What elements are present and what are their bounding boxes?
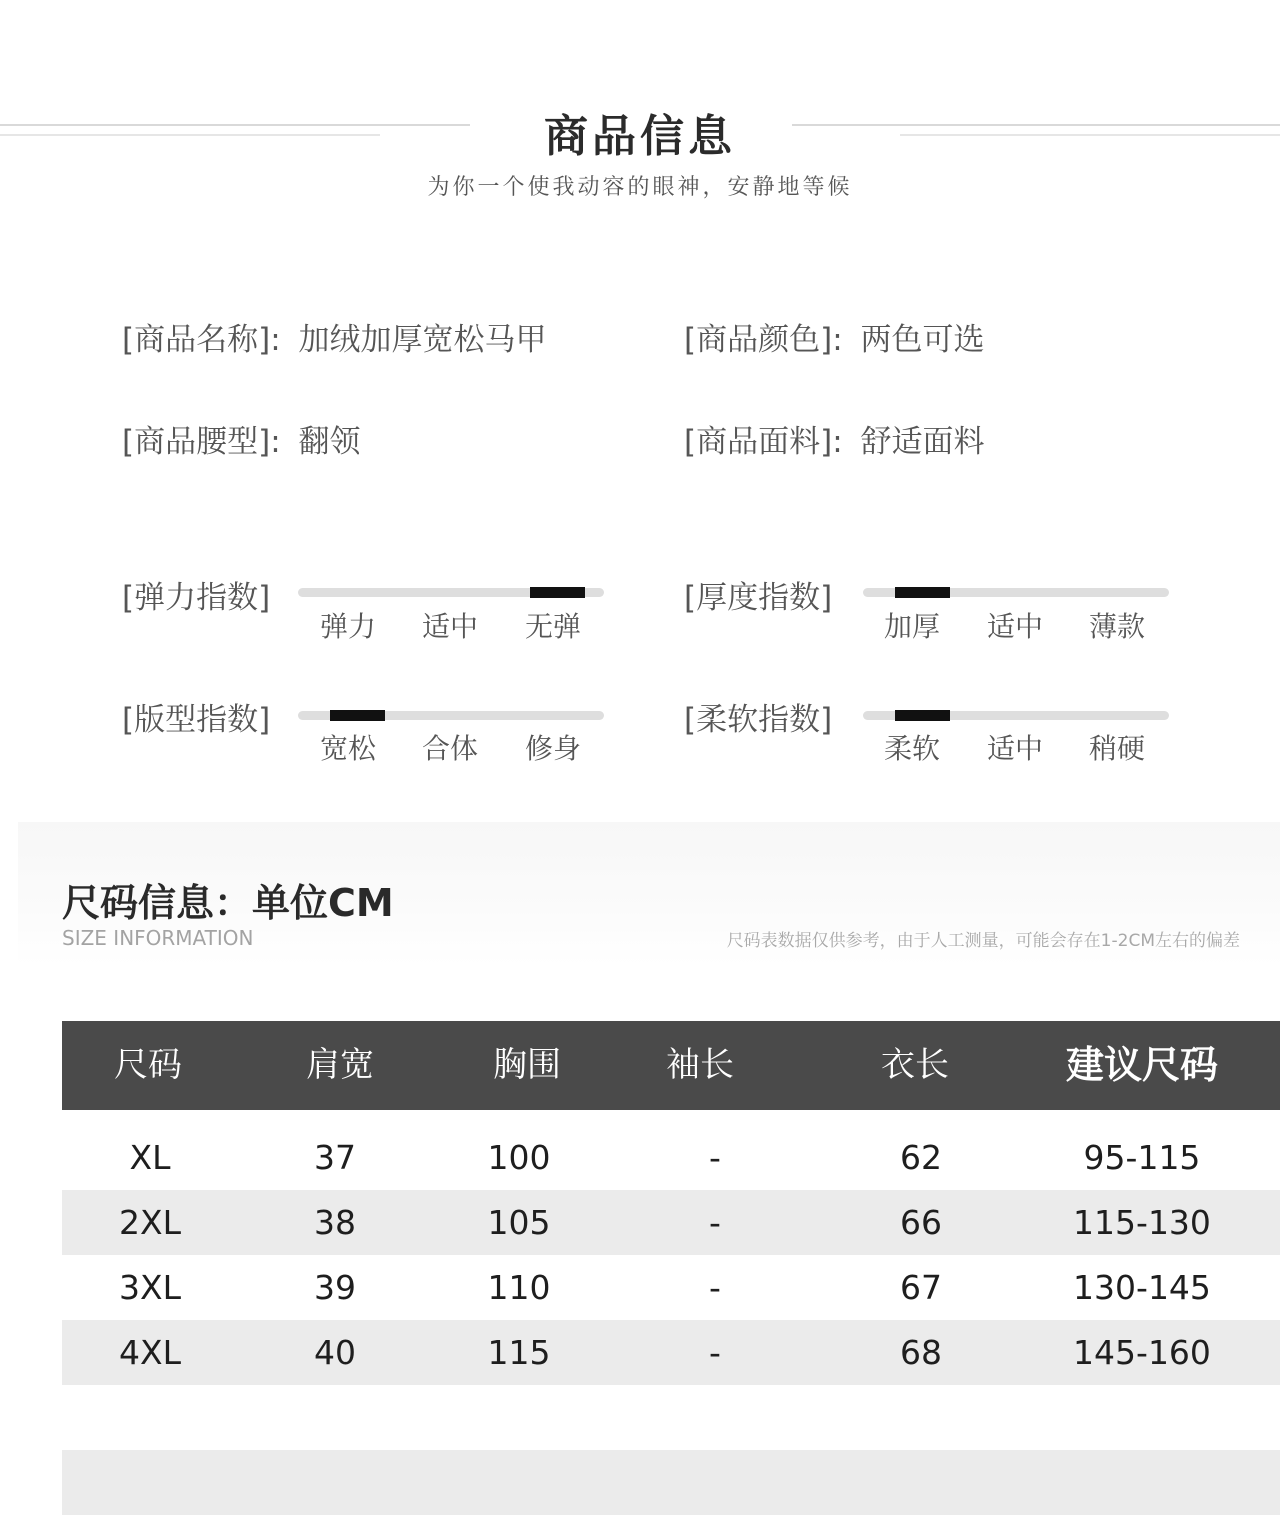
info-fabric-label: [商品面料]: xyxy=(684,424,843,460)
size-table-header-cell: 胸围 xyxy=(493,1045,561,1085)
index-elasticity-option: 无弹 xyxy=(525,610,582,643)
info-waist-label: [商品腰型]: xyxy=(122,424,281,460)
size-table-header-cell: 肩宽 xyxy=(306,1045,374,1085)
table-cell: - xyxy=(709,1138,721,1177)
index-elasticity-label: [弹力指数] xyxy=(122,580,271,616)
index-fit-marker xyxy=(330,710,385,721)
size-table-header xyxy=(62,1021,1280,1110)
table-row xyxy=(62,1320,1280,1385)
table-cell: 39 xyxy=(314,1268,356,1307)
index-thickness-option: 薄款 xyxy=(1089,610,1146,643)
size-subtitle: SIZE INFORMATION xyxy=(62,926,254,950)
table-cell: 67 xyxy=(900,1268,942,1307)
index-fit-option: 修身 xyxy=(525,732,582,765)
info-color-label: [商品颜色]: xyxy=(684,322,843,358)
table-cell: 100 xyxy=(487,1138,551,1177)
table-cell: 115-130 xyxy=(1073,1203,1211,1242)
size-table-header-cell: 袖长 xyxy=(666,1045,734,1085)
table-cell: 37 xyxy=(314,1138,356,1177)
index-elasticity-option: 弹力 xyxy=(320,610,377,643)
table-cell: 110 xyxy=(487,1268,551,1307)
table-cell: 115 xyxy=(487,1333,551,1372)
info-name xyxy=(122,314,547,359)
table-row xyxy=(62,1255,1280,1320)
size-note: 尺码表数据仅供参考，由于人工测量，可能会存在1-2CM左右的偏差 xyxy=(726,931,1240,951)
index-thickness-option: 适中 xyxy=(987,610,1044,643)
table-cell: - xyxy=(709,1333,721,1372)
size-table-header-cell: 尺码 xyxy=(114,1045,182,1085)
info-name-value: 加绒加厚宽松马甲 xyxy=(298,322,547,358)
size-table-header-cell: 衣长 xyxy=(881,1045,949,1085)
index-fit-option: 宽松 xyxy=(320,732,377,765)
table-row xyxy=(62,1190,1280,1255)
index-softness-track xyxy=(863,711,1169,720)
table-cell: 130-145 xyxy=(1073,1268,1211,1307)
index-softness-option: 稍硬 xyxy=(1089,732,1146,765)
page-subtitle: 为你一个使我动容的眼神，安静地等候 xyxy=(427,175,853,200)
index-softness-marker xyxy=(895,710,950,721)
table-cell: 68 xyxy=(900,1333,942,1372)
index-fit-label: [版型指数] xyxy=(122,702,271,738)
table-empty-row xyxy=(62,1450,1280,1515)
table-cell: - xyxy=(709,1203,721,1242)
info-color xyxy=(684,314,985,359)
index-thickness-marker xyxy=(895,587,950,598)
index-fit-option: 合体 xyxy=(422,732,479,765)
info-name-label: [商品名称]: xyxy=(122,322,281,358)
index-fit-track xyxy=(298,711,604,720)
index-softness-label: [柔软指数] xyxy=(684,702,833,738)
table-cell: 40 xyxy=(314,1333,356,1372)
size-table-header-cell: 建议尺码 xyxy=(1065,1043,1218,1087)
index-elasticity-track xyxy=(298,588,604,597)
index-thickness-label: [厚度指数] xyxy=(684,580,833,616)
table-cell: 38 xyxy=(314,1203,356,1242)
index-softness-option: 适中 xyxy=(987,732,1044,765)
index-thickness-option: 加厚 xyxy=(884,610,941,643)
table-cell: 105 xyxy=(487,1203,551,1242)
size-title: 尺码信息：单位CM xyxy=(62,881,394,925)
table-cell: - xyxy=(709,1268,721,1307)
table-cell: XL xyxy=(129,1138,171,1177)
index-elasticity-marker xyxy=(530,587,585,598)
info-waist-value: 翻领 xyxy=(298,424,361,460)
index-softness-option: 柔软 xyxy=(884,732,941,765)
page-title: 商品信息 xyxy=(544,111,736,162)
table-cell: 62 xyxy=(900,1138,942,1177)
info-fabric xyxy=(684,416,985,461)
table-cell: 4XL xyxy=(119,1333,181,1372)
table-cell: 66 xyxy=(900,1203,942,1242)
index-elasticity-option: 适中 xyxy=(422,610,479,643)
index-thickness-track xyxy=(863,588,1169,597)
table-cell: 2XL xyxy=(119,1203,181,1242)
table-cell: 95-115 xyxy=(1083,1138,1201,1177)
table-cell: 3XL xyxy=(119,1268,181,1307)
table-cell: 145-160 xyxy=(1073,1333,1211,1372)
info-fabric-value: 舒适面料 xyxy=(860,424,985,460)
table-row xyxy=(62,1125,1280,1190)
info-waist xyxy=(122,416,361,461)
info-color-value: 两色可选 xyxy=(860,322,985,358)
